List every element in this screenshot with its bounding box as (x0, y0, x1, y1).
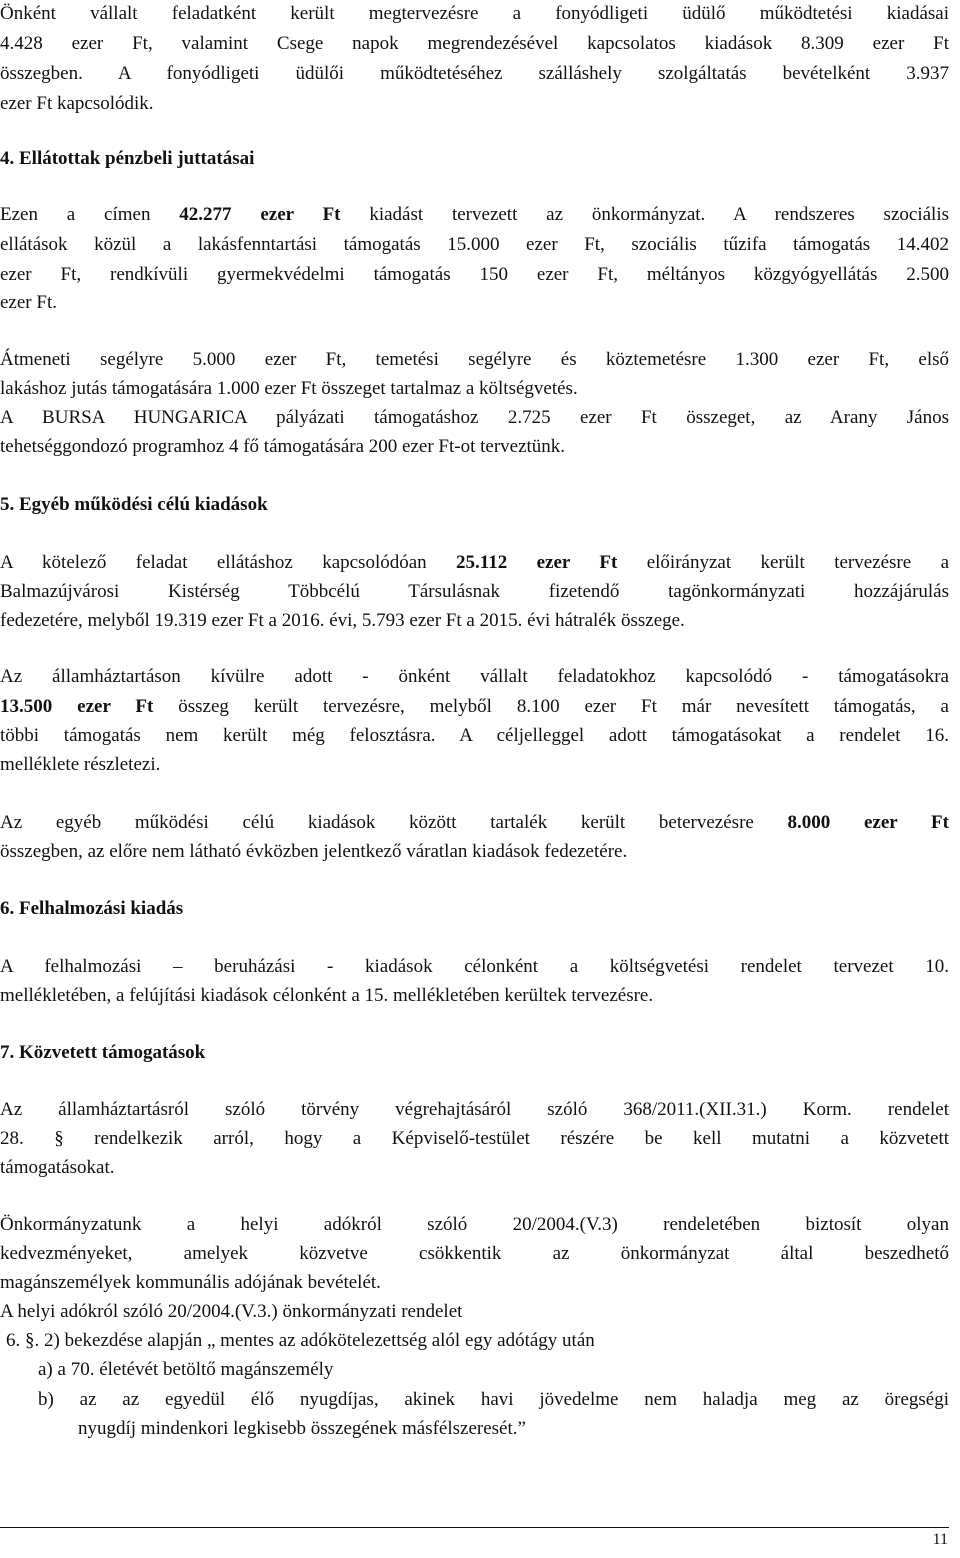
text-segment: Az államháztartásról szóló törvény végrehajtásáról szóló 368/2011.(XII.31.) Korm. rendelet (0, 1099, 949, 1120)
text-line (0, 1271, 949, 1295)
text-line (0, 291, 949, 315)
text-segment: többi támogatás nem került még felosztásra. A céljelleggel adott támogatásokat a rendelet 16. (0, 725, 949, 746)
text-line (0, 406, 949, 430)
text-line (0, 1213, 949, 1237)
text-segment: kedvezményeket, amelyek közvetve csökkentik az önkormányzat által beszedhető (0, 1243, 949, 1264)
bold-text: 8.000 ezer Ft (787, 812, 949, 833)
section-heading (0, 1041, 949, 1065)
text-segment: b) az az egyedül élő nyugdíjas, akinek havi jövedelme nem haladja meg az öregségi (38, 1389, 949, 1410)
text-line (0, 1127, 949, 1151)
footer-rule (0, 1527, 949, 1528)
text-segment: támogatásokat. (0, 1157, 115, 1178)
list-item-b (38, 1388, 949, 1412)
text-segment: ezer Ft, rendkívüli gyermekvédelmi támogatás 150 ezer Ft, méltányos közgyógyellátás 2.500 (0, 264, 949, 285)
section-heading (0, 147, 949, 171)
text-segment: fedezetére, melyből 19.319 ezer Ft a 2016. évi, 5.793 ezer Ft a 2015. évi hátralék összege. (0, 610, 685, 631)
list-item-a (38, 1358, 949, 1382)
text-line (0, 435, 949, 459)
text-segment: magánszemélyek kommunális adójának bevételét. (0, 1272, 381, 1293)
text-segment: Az államháztartáson kívülre adott - önként vállalt feladatokhoz kapcsolódó - támogatásokra (0, 666, 949, 687)
text-segment: nyugdíj mindenkori legkisebb összegének másfélszeresét.” (78, 1418, 526, 1439)
bold-text: 13.500 ezer Ft (0, 696, 154, 717)
text-segment: ezer Ft kapcsolódik. (0, 93, 154, 114)
bold-text: 25.112 ezer Ft (456, 552, 618, 573)
text-segment: Ezen a címen (0, 204, 180, 225)
text-segment: A helyi adókról szóló 20/2004.(V.3.) önkormányzati rendelet (0, 1301, 463, 1322)
text-line (0, 1300, 949, 1324)
bold-text: 4. Ellátottak pénzbeli juttatásai (0, 148, 255, 169)
text-segment: mellékletében, a felújítási kiadások célonként a 15. mellékletében kerültek tervezésre. (0, 985, 654, 1006)
text-line (0, 811, 949, 835)
text-segment: Önkormányzatunk a helyi adókról szóló 20/2004.(V.3) rendeletében biztosít olyan (0, 1214, 949, 1235)
text-segment: Balmazújvárosi Kistérség Többcélú Társulásnak fizetendő tagönkormányzati hozzájárulás (0, 581, 949, 602)
bold-text: 5. Egyéb működési célú kiadások (0, 494, 268, 515)
text-line (0, 609, 949, 633)
text-line (0, 551, 949, 575)
text-line (0, 263, 949, 287)
text-line (0, 580, 949, 604)
text-segment: A BURSA HUNGARICA pályázati támogatáshoz 2.725 ezer Ft összeget, az Arany János (0, 407, 949, 428)
text-segment: Az egyéb működési célú kiadások között tartalék került betervezésre (0, 812, 788, 833)
text-line (6, 1329, 949, 1353)
text-line (0, 724, 949, 748)
text-segment: összegben, az előre nem látható évközben jelentkező váratlan kiadások fedezetére. (0, 841, 628, 862)
text-segment: A kötelező feladat ellátáshoz kapcsolódóan (0, 552, 457, 573)
text-line (0, 955, 949, 979)
text-segment: tehetséggondozó programhoz 4 fő támogatására 200 ezer Ft-ot terveztünk. (0, 436, 566, 457)
text-line (0, 1098, 949, 1122)
text-segment: Átmeneti segélyre 5.000 ezer Ft, temetési segélyre és köztemetésre 1.300 ezer Ft, első (0, 349, 949, 370)
text-line (0, 377, 949, 401)
text-segment: ezer Ft. (0, 292, 57, 313)
text-segment: lakáshoz jutás támogatására 1.000 ezer Ft összeget tartalmaz a költségvetés. (0, 378, 578, 399)
section-heading (0, 897, 949, 921)
text-segment: melléklete részletezi. (0, 754, 161, 775)
text-line (0, 695, 949, 719)
text-segment: 4.428 ezer Ft, valamint Csege napok megrendezésével kapcsolatos kiadások 8.309 ezer Ft (0, 33, 949, 54)
text-line (0, 840, 949, 864)
text-segment: 28. § rendelkezik arról, hogy a Képviselő-testület részére be kell mutatni a közvetett (0, 1128, 949, 1149)
text-line (0, 2, 949, 26)
text-line (0, 233, 949, 257)
text-segment: ellátások közül a lakásfenntartási támogatás 15.000 ezer Ft, szociális tűzifa támogatás 14.402 (0, 234, 949, 255)
text-line (0, 92, 949, 116)
bold-text: 7. Közvetett támogatások (0, 1042, 206, 1063)
bold-text: 6. Felhalmozási kiadás (0, 898, 184, 919)
text-segment: kiadást tervezett az önkormányzat. A rendszeres szociális (340, 204, 949, 225)
text-line (0, 665, 949, 689)
text-line (0, 753, 949, 777)
text-line (0, 1156, 949, 1180)
text-line (0, 203, 949, 227)
text-line (0, 984, 949, 1008)
bold-text: 42.277 ezer Ft (179, 204, 341, 225)
text-line (0, 62, 949, 86)
text-segment: 6. §. 2) bekezdése alapján „ mentes az adókötelezettség alól egy adótágy után (6, 1330, 595, 1351)
section-heading (0, 493, 949, 517)
text-line (0, 32, 949, 56)
text-segment: A felhalmozási – beruházási - kiadások célonként a költségvetési rendelet tervezet 10. (0, 956, 949, 977)
text-line (0, 1242, 949, 1266)
text-segment: a) a 70. életévét betöltő magánszemély (38, 1359, 334, 1380)
text-line (0, 348, 949, 372)
text-segment: Önként vállalt feladatként került megtervezésre a fonyódligeti üdülő működtetési kiadásai (0, 3, 949, 24)
list-item-b-continuation (78, 1417, 949, 1441)
page-number: 11 (932, 1531, 948, 1548)
text-segment: összegben. A fonyódligeti üdülői működtetéséhez szálláshely szolgáltatás bevételként 3.937 (0, 63, 949, 84)
text-segment: összeg került tervezésre, melyből 8.100 ezer Ft már nevesített támogatás, a (153, 696, 949, 717)
text-segment: előirányzat került tervezésre a (617, 552, 950, 573)
